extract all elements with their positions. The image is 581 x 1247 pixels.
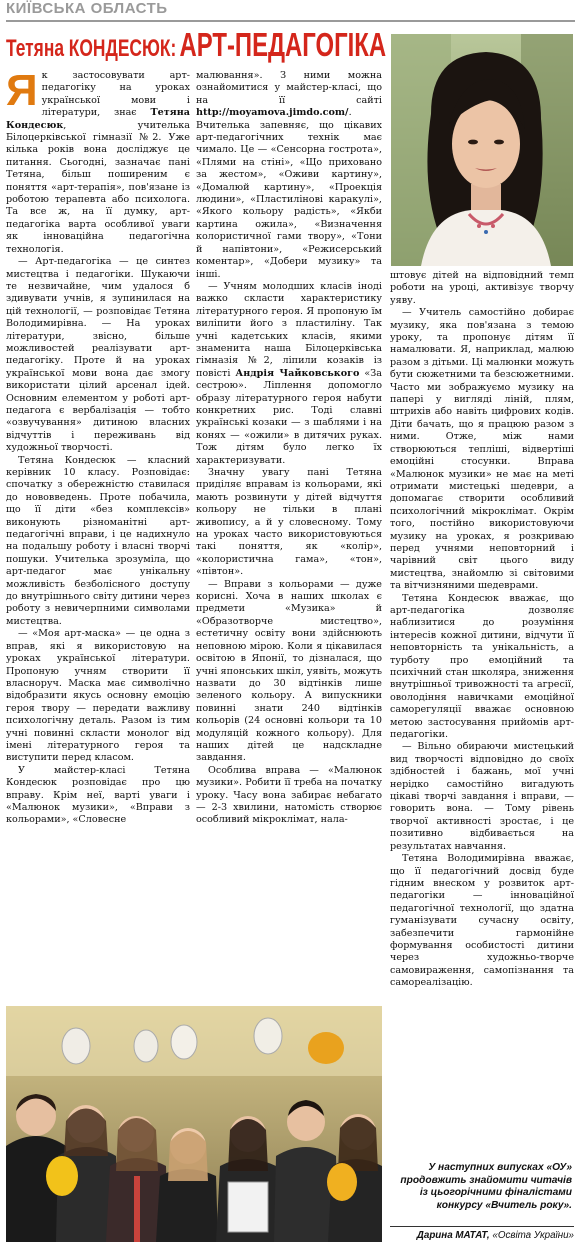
text: . Вчителька запевняє, що цікавих арт-педагогічних технік має чимало. Це — «Сенсорна гострота», «Плями на стіні», «Що приховано за жестом», «Оживи картину», «Домалюй картину», «Проекція людини», «Пластилінові каракулі», «Якого кольору радість», «Якби картина ожила», «Визначення колористичної гами твору», «Тони й напівтони», «Режисерський коментар», «Добери музику» та інші.: [196, 107, 382, 280]
section-header: КИЇВСЬКА ОБЛАСТЬ: [6, 0, 575, 22]
article-column-3: [390, 270, 574, 1190]
text: малювання». З ними можна ознайомитися у майстер-класі, що на її сайті: [196, 70, 382, 106]
paragraph: — Вправи з кольорами — дуже корисні. Хоча в наших школах є предмети «Музика» й «Образотворче мистецтво», естетичну освіту вони здійснюють неповною мірою. Коли я цікавилася освітою в Японії, то дізналася, що учні японських шкіл, уявіть, можуть назвати до 30 відтінків лише зеленого кольору. А випускники повинні знати 240 відтінків кольорів (24 основні кольори та 10 модуляцій кожного кольору). Для наших дітей це надскладне завдання.: [196, 578, 382, 764]
author-name: Андрія Чайковського: [235, 367, 360, 379]
paragraph: — Арт-педагогіка — це синтез мистецтва і педагогіки. Шукаючи те незвичайне, чим удалося б здивувати учнів, я зупинилася на цій технології, — розповідає Тетяна Володимирівна. — На уроках літератури, звісно, більше можливостей реалізувати арт-педагогіку. Проте й на уроках української мови вона дає змогу використати цілий арсенал ідей. Основним елементом у роботі арт-педагога є вербалізація — тобто «озвучування» дитиною власних відчуттів і переживань від художньої творчості.: [6, 256, 190, 454]
text: — Учням молодших класів іноді важко скласти характеристику літературного героя. Я пропоную їм виліпити його з пластиліну. Так учні кадетських класів, якими знаменита наша Білоцерківська гімназія №2, ліпили козаків із повісті: [196, 280, 382, 379]
paragraph: Значну увагу пані Тетяна приділяє вправам із кольорами, які мають розвинути у дітей відчуття кольору не тільки в плані живопису, а й у словесному. Тому на уроках часто використовуються такі поняття, як «колір», «колористична гама», «тон», «півтон».: [196, 467, 382, 578]
article-column-1: [6, 70, 190, 1002]
paragraph: — Вільно обираючи мистецький вид творчості відповідно до своїх здібностей і бажань, мої учні нерідко самостійно вигадують цікаві творчі завдання і вправи, — говорить вона. — Тому рівень творчої активності зростає, і це позитивно відбивається на результатах навчання.: [390, 741, 574, 852]
paragraph: [196, 70, 382, 281]
website-link[interactable]: http://moyamova.jimdo.com/: [196, 107, 349, 119]
paragraph: штовує дітей на відповідний темп роботи на уроці, активізує творчу уяву.: [390, 270, 574, 306]
text: «За сестрою». Ліплення допомогло образу літературного героя набути конкретних рис. Тоді славні українські козаки — з шаблями і на конях — «ожили» в дитячих руках. Тож дітям було легко їх характеризувати.: [196, 367, 382, 466]
paragraph: Тетяна Кондесюк вважає, що арт-педагогіка дозволяє наблизитися до розуміння інтересів кожної дитини, відчути її неповторність та унікальність, а турботу про емоційний та психічний стан школяра, зниження внутрішньої тривожності та агресії, оволодіння навичками емоційної саморегуляції вважає основною метою застосування прийомів арт-педагогіки.: [390, 592, 574, 741]
text: к застосовувати арт-педагогіку на уроках української мови і літератури, знає: [41, 70, 190, 119]
paragraph: У майстер-класі Тетяна Кондесюк розповідає про цю вправу. Крім неї, варті уваги і «Малюнок музики», «Вправи з кольорами», «Словесне: [6, 764, 190, 826]
paragraph: — «Моя арт-маска» — це одна з вправ, які я використовую на уроках української літератури. Пропоную учням створити її власноруч. Маска має символічно відобразити якусь основну емоцію героя твору — передати важливу психологічну деталь. Разом із тим учні повинні скласти монолог від імені літературного героя та виступити перед класом.: [6, 628, 190, 764]
author-credit: [390, 1226, 574, 1244]
portrait-photo: [391, 34, 573, 266]
paragraph: [196, 281, 382, 467]
paragraph: Тетяна Кондесюк — класний керівник 10 класу. Розповідає: спочатку з обережністю ставилася до нововведень. Проте побачила, що її діти «без комплексів» виконують різноманітні арт-педагогічні вправи, і це надихнуло на подальшу роботу і власні творчі пошуки. Учителька зрозуміла, що арт-педагог має унікальну можливість безболісного доступу до внутрішнього світу дитини через роботу з невичерпними символами мистецтва.: [6, 454, 190, 627]
text: , учителька Білоцерківської гімназії №2. Уже кілька років вона досліджує це питання. Сьогодні, зазначає пані Тетяна, більш поширеним є поняття «арт-терапія», пов'язане із роботою терапевта або психолога. Та все ж, на її думку, арт-педагогіка варта особливої уваги як інноваційна педагогічна технологія.: [6, 119, 190, 255]
paragraph: — Учитель самостійно добирає музику, яка пов'язана з темою уроку, та пропонує дітям її намалювати. Я, наприклад, малюю разом з дітьми. Ці малюнки можуть бути сюжетними та безсюжетними. Часто ми зображуємо музику на папері у вигляді ліній, плям, штрихів або навіть цифрових кодів. Діти бачать, що я працюю разом з ними. Отже, між нами створюються тепліші, відвертіші емоційні стосунки. Вправа «Малюнок музики» не має на меті отримати мистецькі шедеври, а допомагає створити особливий психологічний мікроклімат. Окрім того, постійно використовуючи музику на уроках, я розкриваю перед учнями неповторний і чарівний світ цього виду мистецтва, знайомлю зі світовими та вітчизняними шедеврами.: [390, 307, 574, 592]
headline: [6, 26, 386, 70]
drop-cap: Я: [6, 70, 38, 115]
group-photo: [6, 1006, 382, 1242]
paragraph: Особлива вправа — «Малюнок музики». Робити її треба на початку уроку. Часу вона забирає небагато — 2-3 хвилини, натомість створює особливий мікроклімат, нала-: [196, 764, 382, 826]
group-photo-illustration: [6, 1006, 382, 1242]
paragraph: Тетяна Володимирівна вважає, що її педагогічний досвід буде гідним внеском у розвиток арт-педагогіки — інноваційної педагогічної технології, що здатна гуманізувати сучасну освіту, забезпечити гармонійне формування особистості дитини через художньо-творче самовираження, самопізнання та самореалізацію.: [390, 853, 574, 989]
portrait-illustration: [391, 34, 573, 266]
headline-topic: АРТ-ПЕДАГОГІКА: [179, 26, 386, 63]
paragraph: [6, 70, 190, 256]
author-source: «Освіта України»: [489, 1230, 574, 1241]
author-name: Дарина МАТАТ,: [416, 1230, 490, 1241]
article-column-2: [196, 70, 382, 1002]
headline-name: Тетяна КОНДЕСЮК:: [6, 35, 177, 62]
footer-note: У наступних випусках «ОУ» продовжить знайомити читачів із цьогорічними фіналістами конкурсу «Вчитель року».: [400, 1162, 572, 1211]
teacher-name: Тетяна Кондесюк: [6, 107, 190, 131]
